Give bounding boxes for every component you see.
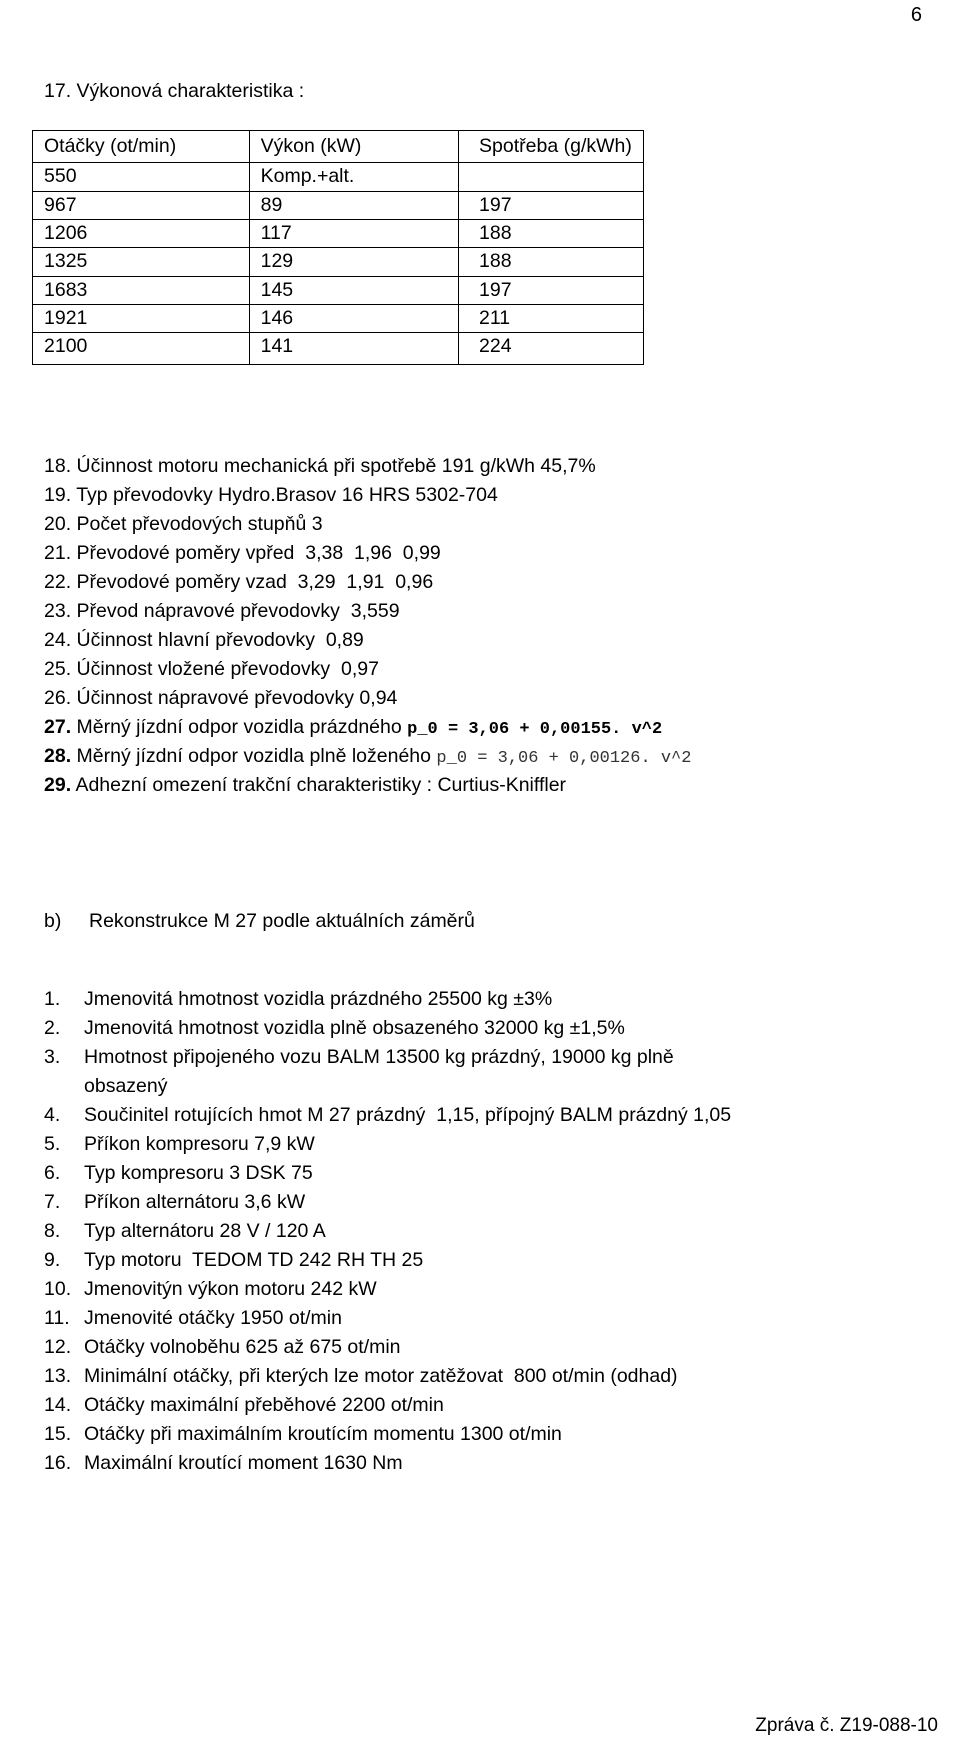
item-text: Účinnost vložené převodovky 0,97 — [76, 658, 379, 680]
table-row — [33, 276, 644, 304]
item-number: 8. — [44, 1220, 61, 1242]
list-item — [44, 1449, 731, 1478]
item-number: 19. — [44, 484, 72, 506]
item-text: Převodové poměry vpřed 3,38 1,96 0,99 — [76, 542, 441, 564]
table-cell: 1921 — [33, 304, 250, 332]
item-number: 16. — [44, 1452, 72, 1474]
item-number: 22. — [44, 571, 72, 593]
table-cell: 188 — [459, 248, 644, 276]
item-number: 7. — [44, 1191, 61, 1213]
item-number: 13. — [44, 1365, 72, 1387]
item-number: 18. — [44, 455, 72, 477]
list-item — [44, 1043, 731, 1101]
item-number: 15. — [44, 1423, 72, 1445]
item-text: Typ motoru TEDOM TD 242 RH TH 25 — [84, 1249, 424, 1271]
table-cell: 1683 — [33, 276, 250, 304]
item-text: Počet převodových stupňů 3 — [76, 513, 323, 535]
item-text: Převodové poměry vzad 3,29 1,91 0,96 — [76, 571, 434, 593]
table-cell: 89 — [249, 191, 458, 219]
item-text: Jmenovité otáčky 1950 ot/min — [84, 1307, 342, 1329]
table-cell: 197 — [459, 276, 644, 304]
page-number: 6 — [910, 4, 922, 26]
item-number: 9. — [44, 1249, 61, 1271]
list-item — [44, 1333, 731, 1362]
item-number: 24. — [44, 629, 72, 651]
item-text: Účinnost nápravové převodovky 0,94 — [76, 687, 398, 709]
item-number: 11. — [44, 1307, 70, 1329]
table-cell — [459, 163, 644, 191]
list-item — [44, 1391, 731, 1420]
table-cell: 141 — [249, 333, 458, 365]
item-text: Typ kompresoru 3 DSK 75 — [84, 1162, 313, 1184]
item-text: Maximální kroutící moment 1630 Nm — [84, 1452, 403, 1474]
formula: p_0 = 3,06 + 0,00126. v^2 — [436, 749, 692, 768]
item-text: Účinnost hlavní převodovky 0,89 — [76, 629, 364, 651]
item-text: Součinitel rotujících hmot M 27 prázdný 1,15, přípojný BALM prázdný 1,05 — [84, 1104, 732, 1126]
table-cell: 967 — [33, 191, 250, 219]
item-text: Typ alternátoru 28 V / 120 A — [84, 1220, 326, 1242]
table-cell: 224 — [459, 333, 644, 365]
item-number: 12. — [44, 1336, 72, 1358]
item-number: 28. — [44, 745, 72, 767]
table-row — [33, 333, 644, 365]
performance-table — [32, 130, 644, 365]
item-number: 29. — [44, 774, 72, 796]
item-text: Jmenovitá hmotnost vozidla plně obsazeného 32000 kg ±1,5% — [84, 1017, 625, 1039]
list-item — [44, 481, 691, 510]
item-number: 23. — [44, 600, 72, 622]
list-item — [44, 713, 691, 742]
item-number: 3. — [44, 1046, 61, 1068]
section-b-heading — [44, 910, 475, 932]
item-number: 25. — [44, 658, 72, 680]
item-number: 21. — [44, 542, 72, 564]
table-header-row — [33, 131, 644, 163]
list-item — [44, 626, 691, 655]
item-text: Měrný jízdní odpor vozidla plně loženého — [76, 745, 431, 767]
item-number: 27. — [44, 716, 72, 738]
list-item — [44, 655, 691, 684]
item-text: Typ převodovky Hydro.Brasov 16 HRS 5302-704 — [76, 484, 498, 506]
item-text: Jmenovitýn výkon motoru 242 kW — [84, 1278, 377, 1300]
item-number: 20. — [44, 513, 72, 535]
item-text-block — [84, 1043, 674, 1101]
list-item — [44, 510, 691, 539]
item-number: 4. — [44, 1104, 61, 1126]
section-b-title: Rekonstrukce M 27 podle aktuálních záměrů — [89, 910, 475, 932]
table-row — [33, 163, 644, 191]
item-text: Jmenovitá hmotnost vozidla prázdného 25500 kg ±3% — [84, 988, 553, 1010]
rebuild-list — [44, 985, 731, 1478]
table-row — [33, 219, 644, 247]
list-item — [44, 985, 731, 1014]
item-number: 10. — [44, 1278, 72, 1300]
table-header-cell: Spotřeba (g/kWh) — [459, 131, 644, 163]
list-item — [44, 1420, 731, 1449]
list-item — [44, 452, 691, 481]
item-number: 5. — [44, 1133, 61, 1155]
item-text: Otáčky volnoběhu 625 až 675 ot/min — [84, 1336, 401, 1358]
list-item — [44, 1246, 731, 1275]
list-item — [44, 1159, 731, 1188]
item-number: 14. — [44, 1394, 72, 1416]
table-cell: Komp.+alt. — [249, 163, 458, 191]
item-text: Otáčky maximální přeběhové 2200 ot/min — [84, 1394, 444, 1416]
list-item — [44, 1275, 731, 1304]
formula: p_0 = 3,06 + 0,00155. v^2 — [407, 720, 663, 739]
list-item — [44, 597, 691, 626]
item-number: 2. — [44, 1017, 61, 1039]
item-text: Příkon alternátoru 3,6 kW — [84, 1191, 306, 1213]
table-cell: 550 — [33, 163, 250, 191]
item-text: Měrný jízdní odpor vozidla prázdného — [76, 716, 402, 738]
table-cell: 146 — [249, 304, 458, 332]
item-text: Účinnost motoru mechanická při spotřebě 191 g/kWh 45,7% — [76, 455, 596, 477]
table-cell: 197 — [459, 191, 644, 219]
table-cell: 188 — [459, 219, 644, 247]
list-item — [44, 1014, 731, 1043]
list-item — [44, 539, 691, 568]
table-header-cell: Výkon (kW) — [249, 131, 458, 163]
table-cell: 117 — [249, 219, 458, 247]
list-item — [44, 771, 691, 800]
item-text: Adhezní omezení trakční charakteristiky : Curtius-Kniffler — [75, 774, 567, 796]
list-item — [44, 742, 691, 771]
table-row — [33, 248, 644, 276]
table-header-cell: Otáčky (ot/min) — [33, 131, 250, 163]
list-item — [44, 684, 691, 713]
item-text: Otáčky při maximálním kroutícím momentu 1300 ot/min — [84, 1423, 562, 1445]
item-text: Minimální otáčky, při kterých lze motor zatěžovat 800 ot/min (odhad) — [84, 1365, 678, 1387]
item-text: Převod nápravové převodovky 3,559 — [76, 600, 400, 622]
section-title: 17. Výkonová charakteristika : — [44, 80, 305, 102]
table-cell: 145 — [249, 276, 458, 304]
section-b-label: b) — [44, 910, 62, 932]
list-item — [44, 1362, 731, 1391]
list-item — [44, 1188, 731, 1217]
item-number: 6. — [44, 1162, 61, 1184]
table-row — [33, 304, 644, 332]
list-item — [44, 568, 691, 597]
table-cell: 211 — [459, 304, 644, 332]
list-item — [44, 1101, 731, 1130]
table-cell: 1206 — [33, 219, 250, 247]
item-number: 1. — [44, 988, 61, 1010]
list-item — [44, 1130, 731, 1159]
item-text: Příkon kompresoru 7,9 kW — [84, 1133, 315, 1155]
list-item — [44, 1304, 731, 1333]
specs-list — [44, 452, 691, 800]
list-item — [44, 1217, 731, 1246]
item-number: 26. — [44, 687, 72, 709]
table-cell: 1325 — [33, 248, 250, 276]
table-cell: 129 — [249, 248, 458, 276]
item-text: Hmotnost připojeného vozu BALM 13500 kg prázdný, 19000 kg plně — [84, 1046, 674, 1068]
table-row — [33, 191, 644, 219]
table-cell: 2100 — [33, 333, 250, 365]
footer-report-number: Zpráva č. Z19-088-10 — [755, 1715, 938, 1736]
item-text-continuation: obsazený — [84, 1075, 168, 1097]
